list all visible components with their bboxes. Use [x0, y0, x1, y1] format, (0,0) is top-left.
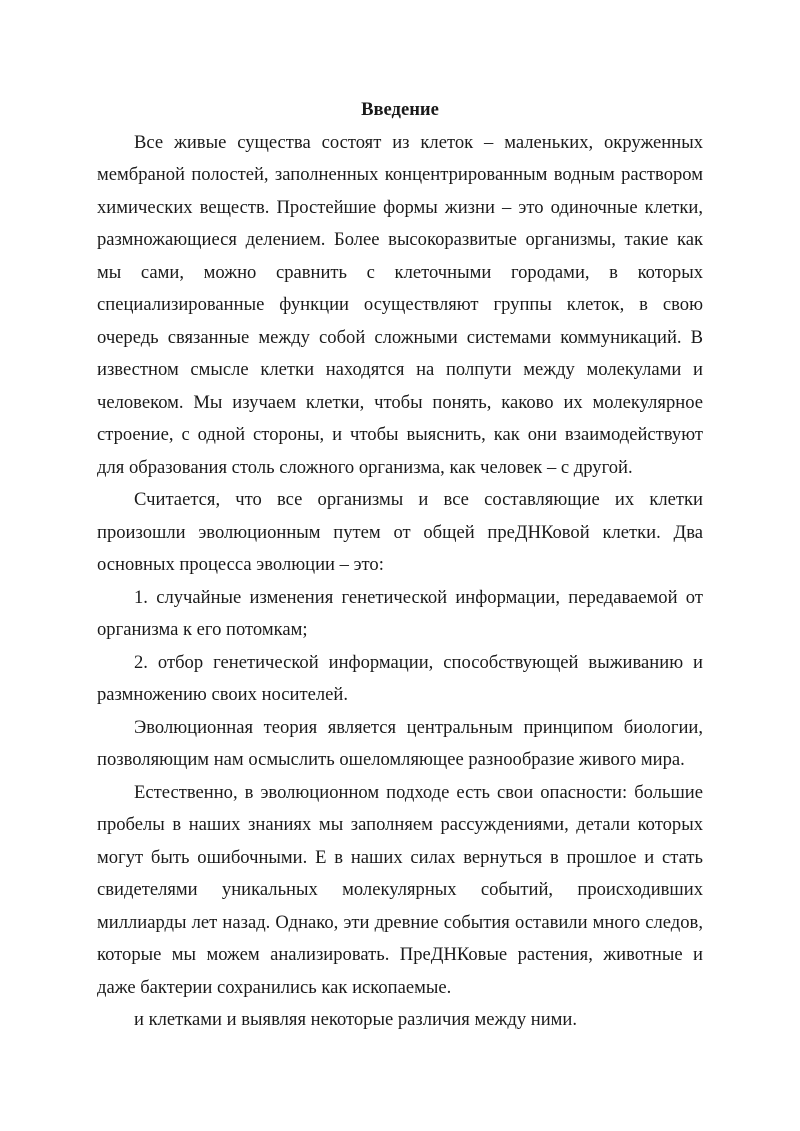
- paragraph-1: Все живые существа состоят из клеток – маленьких, окруженных мембраной полостей, заполненных концентрированным водным раствором химических веществ. Простейшие формы жизни – это одиночные клетки, размножающиеся делением. Более высокоразвитые организмы, такие как мы сами, можно сравнить с клеточными городами, в которых специализированные функции осуществляют группы клеток, в свою очередь связанные между собой сложными системами коммуникаций. В известном смысле клетки находятся на полпути между молекулами и человеком. Мы изучаем клетки, чтобы понять, каково их молекулярное строение, с одной стороны, и чтобы выяснить, как они взаимодействуют для образования столь сложного организма, как человек – с другой.: [97, 131, 703, 478]
- list-item-1: 1. случайные изменения генетической информации, передаваемой от организма к его потомкам;: [97, 586, 703, 640]
- paragraph-4: Естественно, в эволюционном подходе есть свои опасности: большие пробелы в наших знаниях мы заполняем рассуждениями, детали которых могут быть ошибочными. Е в наших силах вернуться в прошлое и стать свидетелями уникальных молекулярных событий, происходивших миллиарды лет назад. Однако, эти древние события оставили много следов, которые мы можем анализировать. ПреДНКовые растения, животные и даже бактерии сохранились как ископаемые.: [97, 781, 703, 998]
- paragraph-2: Считается, что все организмы и все составляющие их клетки произошли эволюционным путем от общей преДНКовой клетки. Два основных процесса эволюции – это:: [97, 489, 703, 575]
- paragraph-3: Эволюционная теория является центральным принципом биологии, позволяющим нам осмыслить ошеломляющее разнообразие живого мира.: [97, 716, 703, 770]
- list-item-2: 2. отбор генетической информации, способствующей выживанию и размножению своих носителей.: [97, 651, 703, 705]
- paragraph-5: и клетками и выявляя некоторые различия между ними.: [134, 1009, 578, 1030]
- document-page: [97, 94, 703, 1037]
- page-title: Введение: [361, 99, 439, 120]
